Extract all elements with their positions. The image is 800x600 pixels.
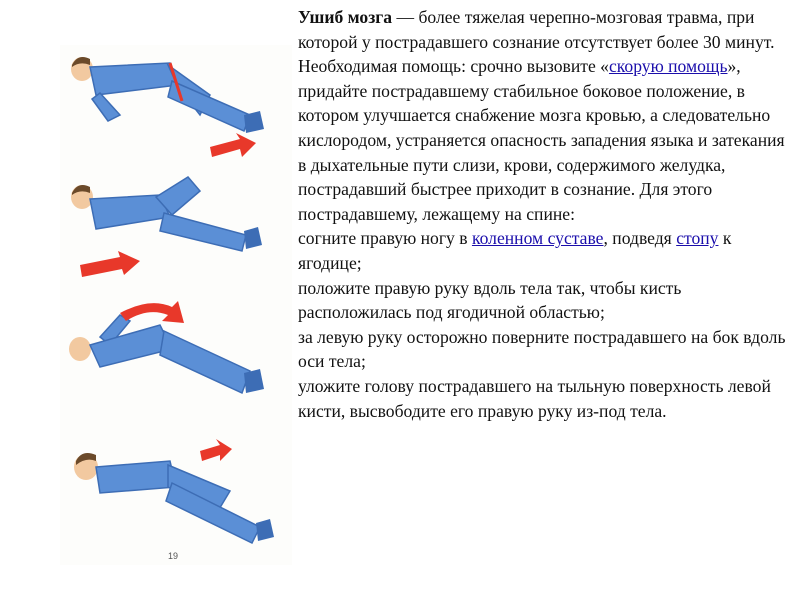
article-title: Ушиб мозга bbox=[298, 7, 393, 27]
intro-paragraph bbox=[298, 5, 794, 54]
figure-3-head bbox=[69, 337, 91, 361]
figure-3-legs bbox=[160, 331, 250, 393]
step-1-pre: согните правую ногу в bbox=[298, 228, 472, 249]
foot-link[interactable]: стопу bbox=[676, 228, 719, 249]
help-text-pre: Необходимая помощь: срочно вызовите « bbox=[298, 56, 609, 77]
help-paragraph bbox=[298, 54, 794, 226]
figure-3-arrow bbox=[120, 301, 184, 323]
step-3: за левую руку осторожно поверните пострадавшего на бок вдоль оси тела; bbox=[298, 326, 786, 372]
recovery-position-illustration bbox=[60, 45, 292, 565]
ambulance-link[interactable]: скорую помощь bbox=[608, 56, 728, 77]
figure-2-foot bbox=[244, 227, 262, 249]
help-text-post: », придайте пострадавшему стабильное боковое положение, в котором улучшается снабжение мозга кровью, а следовательно кислородом, устраняется опасность западения языка и затекания в дыхательные пути слизи, крови, содержимого желудка, пострадавший быстрее приходит в сознание. Для этого пострадавшему, лежащему на спине: bbox=[298, 56, 785, 224]
illustration-page-number: 19 bbox=[168, 551, 179, 561]
figure-1-torso bbox=[90, 63, 178, 95]
figure-1-leg-straight bbox=[168, 81, 250, 131]
figure-4-torso bbox=[96, 461, 176, 493]
figure-2-leg-straight bbox=[160, 213, 246, 251]
illustration-svg bbox=[60, 45, 292, 565]
figure-2-arrow bbox=[80, 251, 140, 277]
figure-1-foot bbox=[244, 111, 264, 133]
figure-4-arrow bbox=[200, 439, 232, 461]
figure-3-foot bbox=[244, 369, 264, 393]
step-1-mid: , подведя bbox=[603, 228, 677, 249]
step-4: уложите голову пострадавшего на тыльную поверхность левой кисти, высвободите его правую руку из-под тела. bbox=[298, 375, 771, 421]
figure-3-torso bbox=[90, 325, 172, 367]
figure-step-3 bbox=[69, 301, 264, 393]
figure-step-2 bbox=[71, 177, 262, 277]
figure-1-arm bbox=[92, 93, 120, 121]
step-2: положите правую руку вдоль тела так, чтобы кисть расположилась под ягодичной областью; bbox=[298, 277, 682, 323]
step-1 bbox=[298, 226, 794, 275]
figure-step-4 bbox=[74, 439, 274, 543]
article-text bbox=[298, 5, 794, 423]
figure-step-1 bbox=[71, 57, 264, 157]
step-1-post: к ягодице; bbox=[298, 228, 732, 273]
intro-text: — более тяжелая черепно-мозговая травма, при которой у пострадавшего сознание отсутствует более 30 минут. bbox=[298, 7, 775, 52]
figure-1-arrow bbox=[210, 133, 256, 157]
knee-joint-link[interactable]: коленном суставе bbox=[471, 228, 604, 249]
figure-4-foot bbox=[256, 519, 274, 541]
